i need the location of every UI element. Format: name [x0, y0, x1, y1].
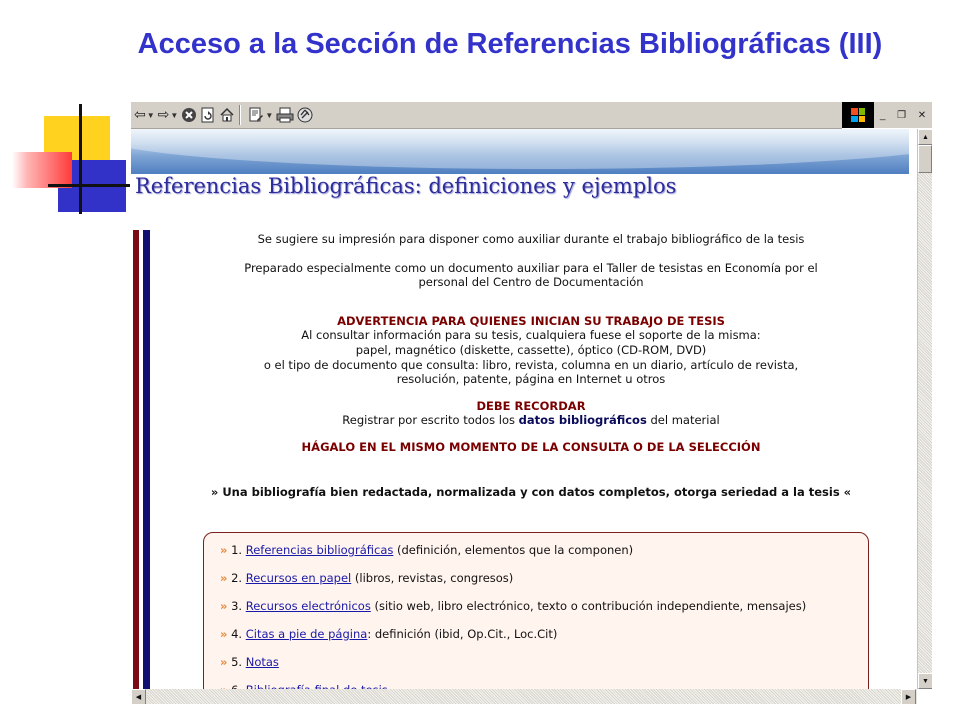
- menu-description: (definición, elementos que la componen): [393, 543, 634, 557]
- remember-pre-text: Registrar por escrito todos los: [342, 413, 519, 428]
- menu-item: [220, 627, 806, 655]
- page-heading: Referencias Bibliográficas: definiciones y ejemplos: [135, 174, 677, 198]
- warning-title: ADVERTENCIA PARA QUIENES INICIAN SU TRABAJO DE TESIS: [337, 313, 725, 328]
- menu-bullet: »: [220, 599, 228, 613]
- forward-arrow-icon[interactable]: ⇨: [157, 107, 170, 123]
- back-dropdown-icon[interactable]: ▼: [146, 110, 155, 120]
- warning-line-4: resolución, patente, página en Internet u otros: [396, 372, 666, 387]
- quote-text: » Una bibliografía bien redactada, normalizada y con datos completos, otorga seriedad a la tesis «: [210, 484, 852, 499]
- browser-toolbar: [131, 102, 842, 129]
- vertical-scroll-track[interactable]: [918, 145, 932, 673]
- remember-post-text: del material: [646, 413, 720, 428]
- close-icon[interactable]: ✕: [917, 109, 927, 121]
- suggestion-text: Se sugiere su impresión para disponer como auxiliar durante el trabajo bibliográfico de la tesis: [257, 232, 805, 246]
- stop-icon[interactable]: [181, 105, 197, 125]
- windows-logo-icon: [842, 102, 874, 128]
- menu-description: : definición (ibid, Op.Cit., Loc.Cit): [367, 627, 558, 641]
- page-content: [191, 232, 871, 499]
- browser-window: [131, 102, 932, 704]
- vertical-scroll-thumb[interactable]: [918, 145, 932, 173]
- menu-bullet: »: [220, 571, 228, 585]
- menu-item: [220, 571, 806, 599]
- edit-icon[interactable]: [248, 105, 264, 125]
- menu-link[interactable]: Notas: [245, 655, 279, 669]
- decorative-red-bar: [133, 230, 139, 704]
- remember-bold-text: datos bibliográficos: [518, 413, 647, 428]
- menu-list: [220, 543, 806, 704]
- moment-text: HÁGALO EN EL MISMO MOMENTO DE LA CONSULTA O DE LA SELECCIÓN: [301, 439, 761, 454]
- menu-number: 5.: [227, 655, 246, 669]
- slide-title: Acceso a la Sección de Referencias Bibliográficas (III): [137, 28, 883, 60]
- scroll-up-icon[interactable]: ▲: [918, 129, 932, 145]
- scroll-right-icon[interactable]: ▶: [901, 689, 916, 704]
- decorative-red-square: [12, 152, 72, 188]
- edit-dropdown-icon[interactable]: ▼: [265, 110, 274, 120]
- warning-line-1: Al consultar información para su tesis, cualquiera fuese el soporte de la misma:: [301, 328, 761, 343]
- scroll-left-icon[interactable]: ◀: [131, 689, 146, 704]
- menu-link[interactable]: Recursos electrónicos: [245, 599, 371, 613]
- refresh-icon[interactable]: [200, 105, 216, 125]
- vertical-scrollbar[interactable]: [917, 129, 932, 689]
- back-arrow-icon[interactable]: ⇦: [134, 107, 146, 123]
- window-controls: [874, 102, 932, 128]
- menu-box: [203, 532, 869, 704]
- print-icon[interactable]: [276, 105, 294, 125]
- menu-item: [220, 599, 806, 627]
- page-banner: [131, 129, 909, 174]
- home-icon[interactable]: [219, 105, 235, 125]
- horizontal-scrollbar[interactable]: [131, 689, 917, 704]
- menu-description: (libros, revistas, congresos): [351, 571, 514, 585]
- menu-number: 2.: [227, 571, 246, 585]
- menu-link[interactable]: Referencias bibliográficas: [245, 543, 394, 557]
- minimize-icon[interactable]: _: [879, 109, 886, 121]
- scroll-down-icon[interactable]: ▼: [918, 673, 932, 689]
- remember-title: DEBE RECORDAR: [476, 398, 586, 413]
- decorative-blue-bar: [143, 230, 150, 704]
- decorative-vertical-line: [79, 104, 82, 214]
- menu-number: 3.: [227, 599, 246, 613]
- menu-number: 1.: [227, 543, 246, 557]
- menu-bullet: »: [220, 655, 228, 669]
- menu-bullet: »: [220, 627, 228, 641]
- horizontal-scroll-track[interactable]: [147, 689, 901, 704]
- menu-link[interactable]: Recursos en papel: [245, 571, 352, 585]
- menu-bullet: »: [220, 543, 228, 557]
- menu-item: [220, 543, 806, 571]
- forward-dropdown-icon[interactable]: ▼: [170, 110, 179, 120]
- warning-line-3: o el tipo de documento que consulta: libro, revista, columna en un diario, artículo de revista,: [263, 357, 799, 372]
- remember-line: [191, 413, 871, 428]
- prepared-text-line-1: Preparado especialmente como un documento auxiliar para el Taller de tesistas en Economía por el: [244, 260, 818, 275]
- decorative-horizontal-line: [48, 184, 130, 187]
- menu-description: (sitio web, libro electrónico, texto o contribución independiente, mensajes): [370, 599, 807, 613]
- warning-line-2: papel, magnético (diskette, cassette), óptico (CD-ROM, DVD): [355, 342, 707, 357]
- prepared-text-line-2: personal del Centro de Documentación: [418, 275, 644, 290]
- menu-item: [220, 655, 806, 683]
- menu-link[interactable]: Citas a pie de página: [245, 627, 368, 641]
- discuss-icon[interactable]: [297, 105, 313, 125]
- toolbar-separator: [239, 105, 241, 125]
- menu-number: 4.: [227, 627, 246, 641]
- restore-icon[interactable]: ❐: [897, 109, 907, 121]
